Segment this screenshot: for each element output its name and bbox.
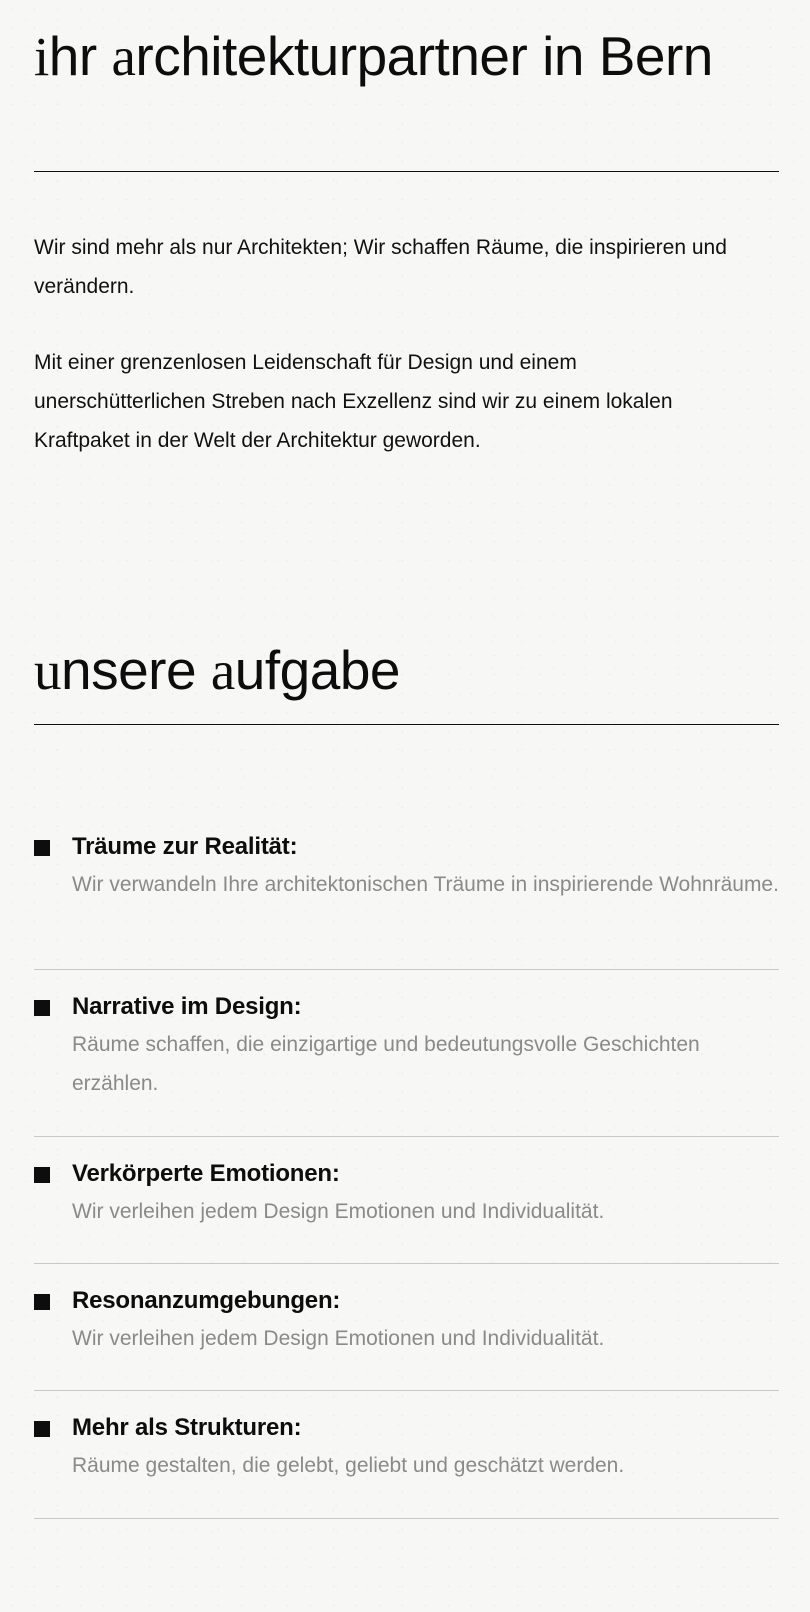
mission-item-text: Wir verwandeln Ihre architektonischen Träume in inspirierende Wohnräume. — [72, 873, 779, 896]
mission-item — [34, 1391, 779, 1519]
mission-item-text: Wir verleihen jedem Design Emotionen und Individualität. — [72, 1200, 605, 1223]
mission-item-text: Wir verleihen jedem Design Emotionen und Individualität. — [72, 1327, 605, 1350]
mission-list — [34, 829, 779, 1519]
mission-divider — [34, 724, 779, 725]
hero-heading — [34, 26, 779, 87]
hero-description-paragraph: Mit einer grenzenlosen Leidenschaft für Design und einem unerschütterlichen Streben nach Exzellenz sind wir zu einem lokalen Kraftpaket in der Welt der Architektur geworden. — [34, 351, 673, 452]
hero-divider — [34, 171, 779, 172]
square-bullet-icon — [34, 1167, 50, 1183]
hero-intro-paragraph: Wir sind mehr als nur Architekten; Wir schaffen Räume, die inspirieren und verändern. — [34, 236, 727, 298]
mission-item-title: Mehr als Strukturen: — [72, 1414, 302, 1441]
mission-item-title: Verkörperte Emotionen: — [72, 1160, 340, 1187]
mission-item — [34, 829, 779, 970]
mission-heading-accent: a — [210, 640, 235, 701]
hero-heading-accent: i — [34, 26, 49, 87]
mission-heading-text: nsere — [61, 639, 211, 701]
mission-item-title: Resonanzumgebungen: — [72, 1287, 341, 1314]
square-bullet-icon — [34, 1421, 50, 1437]
mission-item-text: Räume gestalten, die gelebt, geliebt und geschätzt werden. — [72, 1454, 625, 1477]
mission-item — [34, 970, 779, 1137]
mission-heading-text: ufgabe — [234, 639, 401, 701]
mission-item-text: Räume schaffen, die einzigartige und bedeutungsvolle Geschichten erzählen. — [72, 1033, 700, 1095]
mission-item — [34, 1264, 779, 1391]
square-bullet-icon — [34, 840, 50, 856]
mission-item-title: Träume zur Realität: — [72, 833, 298, 860]
mission-item — [34, 1137, 779, 1264]
hero-heading-text: hr — [48, 25, 112, 87]
square-bullet-icon — [34, 1000, 50, 1016]
square-bullet-icon — [34, 1294, 50, 1310]
mission-heading — [34, 640, 400, 701]
mission-item-title: Narrative im Design: — [72, 993, 302, 1020]
mission-heading-accent: u — [34, 640, 61, 701]
hero-heading-accent: a — [111, 26, 136, 87]
hero-heading-text: rchitekturpartner in Bern — [135, 25, 713, 87]
